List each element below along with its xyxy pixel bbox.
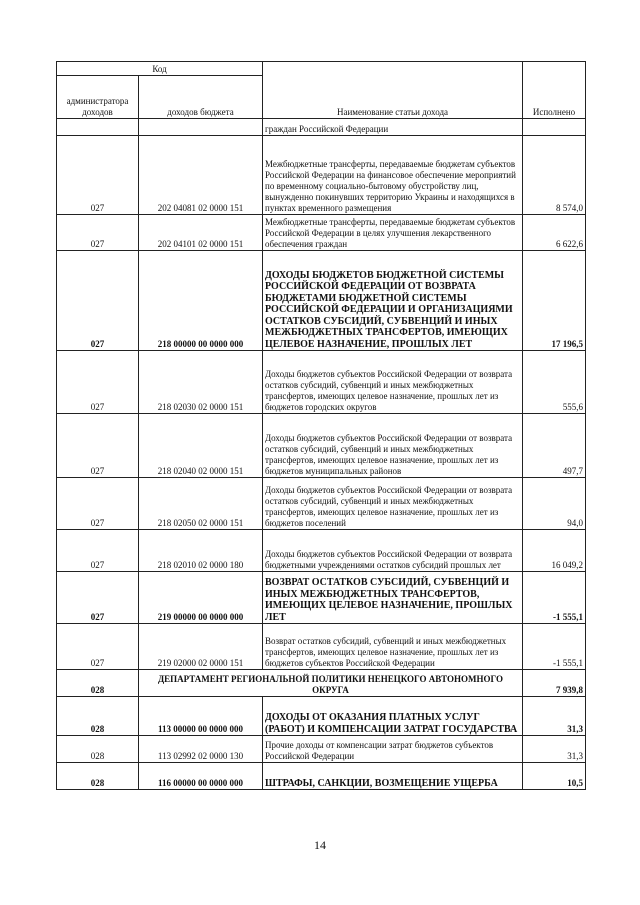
admin-code: 027: [57, 624, 139, 670]
revenue-name: граждан Российской Федерации: [263, 119, 523, 136]
revenue-name: Доходы бюджетов субъектов Российской Федерации от возврата бюджетными учреждениями остатков субсидий прошлых лет: [263, 530, 523, 572]
admin-column-header: администратора доходов: [57, 76, 139, 119]
page-number: 14: [314, 838, 326, 852]
budget-code: [139, 119, 263, 136]
revenue-name: Межбюджетные трансферты, передаваемые бюджетам субъектов Российской Федерации в целях улучшения лекарственного обеспечения граждан: [263, 215, 523, 251]
revenue-name: ДОХОДЫ БЮДЖЕТОВ БЮДЖЕТНОЙ СИСТЕМЫ РОССИЙСКОЙ ФЕДЕРАЦИИ ОТ ВОЗВРАТА БЮДЖЕТАМИ БЮДЖЕТНОЙ СИСТЕМЫ РОССИЙСКОЙ ФЕДЕРАЦИИ И ОРГАНИЗАЦИЯМИ ОСТАТКОВ СУБСИДИЙ, СУБВЕНЦИЙ И ИНЫХ МЕЖБЮДЖЕТНЫХ ТРАНСФЕРТОВ, ИМЕЮЩИХ ЦЕЛЕВОЕ НАЗНАЧЕНИЕ, ПРОШЛЫХ ЛЕТ: [263, 251, 523, 351]
table-row: [57, 763, 586, 790]
budget-revenue-table: [56, 61, 586, 790]
executed-amount: 8 574,0: [523, 136, 586, 215]
executed-amount: 497,7: [523, 414, 586, 478]
revenue-name: Возврат остатков субсидий, субвенций и иных межбюджетных трансфертов, имеющих целевое назначение, прошлых лет из бюджетов субъектов Российской Федерации: [263, 624, 523, 670]
admin-code: 028: [57, 736, 139, 763]
revenue-name: ДОХОДЫ ОТ ОКАЗАНИЯ ПЛАТНЫХ УСЛУГ (РАБОТ) И КОМПЕНСАЦИИ ЗАТРАТ ГОСУДАРСТВА: [263, 697, 523, 736]
admin-code: 028: [57, 763, 139, 790]
admin-code: 028: [57, 670, 139, 697]
executed-amount: 7 939,8: [523, 670, 586, 697]
table-row: [57, 351, 586, 414]
budget-code: 202 04101 02 0000 151: [139, 215, 263, 251]
table-row: [57, 624, 586, 670]
budget-code: 218 02010 02 0000 180: [139, 530, 263, 572]
executed-amount: -1 555,1: [523, 624, 586, 670]
admin-code: 027: [57, 414, 139, 478]
budget-code: 113 00000 00 0000 000: [139, 697, 263, 736]
budget-code: 218 02040 02 0000 151: [139, 414, 263, 478]
table-row: [57, 530, 586, 572]
revenue-name: Прочие доходы от компенсации затрат бюджетов субъектов Российской Федерации: [263, 736, 523, 763]
executed-amount: 17 196,5: [523, 251, 586, 351]
budget-code: 219 02000 02 0000 151: [139, 624, 263, 670]
admin-code: 028: [57, 697, 139, 736]
revenue-name: ШТРАФЫ, САНКЦИИ, ВОЗМЕЩЕНИЕ УЩЕРБА: [263, 763, 523, 790]
table-row: [57, 572, 586, 624]
budget-code: 113 02992 02 0000 130: [139, 736, 263, 763]
budget-code: 218 00000 00 0000 000: [139, 251, 263, 351]
executed-amount: 6 622,6: [523, 215, 586, 251]
admin-code: 027: [57, 215, 139, 251]
table-row: [57, 136, 586, 215]
admin-code: 027: [57, 572, 139, 624]
executed-amount: 31,3: [523, 697, 586, 736]
executed-amount: 31,3: [523, 736, 586, 763]
admin-code: [57, 119, 139, 136]
department-name: ДЕПАРТАМЕНТ РЕГИОНАЛЬНОЙ ПОЛИТИКИ НЕНЕЦКОГО АВТОНОМНОГО ОКРУГА: [139, 670, 523, 697]
executed-amount: 94,0: [523, 478, 586, 530]
code-group-header: Код: [57, 62, 263, 76]
table-row: [57, 414, 586, 478]
admin-code: 027: [57, 251, 139, 351]
header-row-top: [57, 62, 586, 76]
admin-code: 027: [57, 136, 139, 215]
name-column-header: Наименование статьи дохода: [263, 62, 523, 119]
revenue-name: ВОЗВРАТ ОСТАТКОВ СУБСИДИЙ, СУБВЕНЦИЙ И ИНЫХ МЕЖБЮДЖЕТНЫХ ТРАНСФЕРТОВ, ИМЕЮЩИХ ЦЕЛЕВОЕ НАЗНАЧЕНИЕ, ПРОШЛЫХ ЛЕТ: [263, 572, 523, 624]
executed-column-header: Исполнено: [523, 62, 586, 119]
budget-code: 202 04081 02 0000 151: [139, 136, 263, 215]
table-row: [57, 478, 586, 530]
admin-code: 027: [57, 478, 139, 530]
admin-code: 027: [57, 351, 139, 414]
executed-amount: 16 049,2: [523, 530, 586, 572]
executed-amount: [523, 119, 586, 136]
budget-code: 218 02050 02 0000 151: [139, 478, 263, 530]
revenue-name: Доходы бюджетов субъектов Российской Федерации от возврата остатков субсидий, субвенций и иных межбюджетных трансфертов, имеющих целевое назначение, прошлых лет из бюджетов городских округов: [263, 351, 523, 414]
executed-amount: -1 555,1: [523, 572, 586, 624]
table-row: [57, 736, 586, 763]
table-row: [57, 697, 586, 736]
executed-amount: 555,6: [523, 351, 586, 414]
table-row: [57, 215, 586, 251]
budget-code-column-header: доходов бюджета: [139, 76, 263, 119]
budget-code: 219 00000 00 0000 000: [139, 572, 263, 624]
admin-code: 027: [57, 530, 139, 572]
budget-code: 218 02030 02 0000 151: [139, 351, 263, 414]
revenue-name: Доходы бюджетов субъектов Российской Федерации от возврата остатков субсидий, субвенций и иных межбюджетных трансфертов, имеющих целевое назначение, прошлых лет из бюджетов муниципальных районов: [263, 414, 523, 478]
department-row: [57, 670, 586, 697]
revenue-name: Межбюджетные трансферты, передаваемые бюджетам субъектов Российской Федерации на финансовое обеспечение мероприятий по временному социально-бытовому обустройству лиц, вынужденно покинувших территорию Украины и находящихся в пунктах временного размещения: [263, 136, 523, 215]
table-row: [57, 251, 586, 351]
budget-code: 116 00000 00 0000 000: [139, 763, 263, 790]
table-row: [57, 119, 586, 136]
revenue-name: Доходы бюджетов субъектов Российской Федерации от возврата остатков субсидий, субвенций и иных межбюджетных трансфертов, имеющих целевое назначение, прошлых лет из бюджетов поселений: [263, 478, 523, 530]
executed-amount: 10,5: [523, 763, 586, 790]
